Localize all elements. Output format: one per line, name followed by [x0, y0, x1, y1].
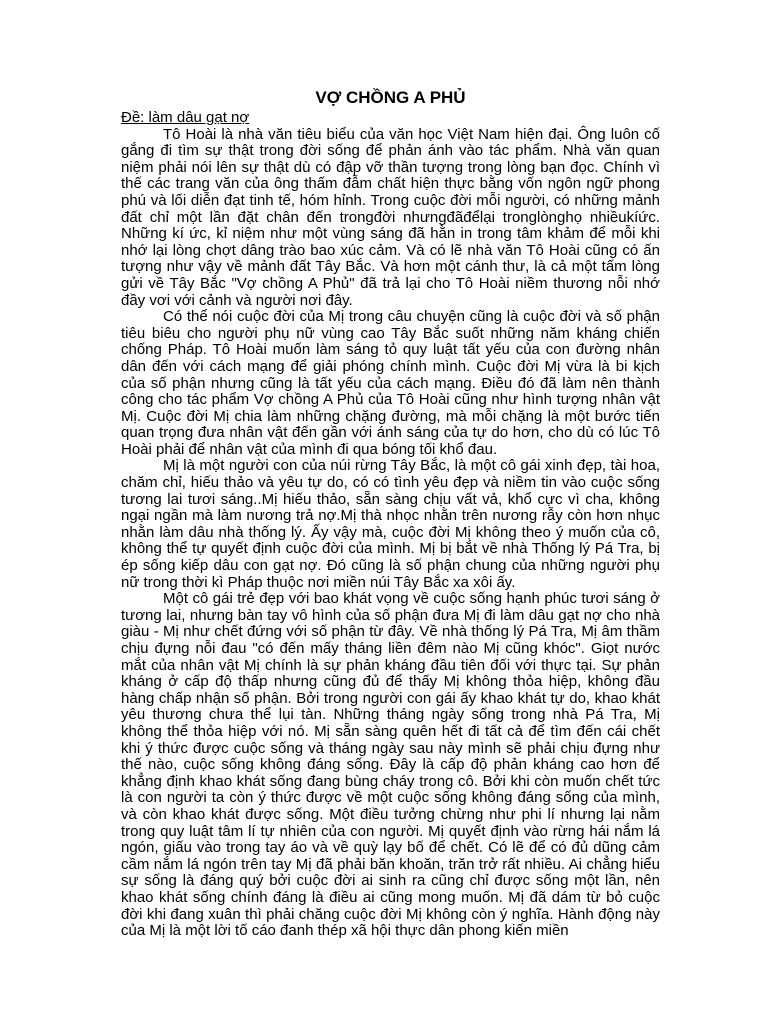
- document-title: VỢ CHỒNG A PHỦ: [315, 88, 466, 107]
- document-subtitle: Đề: làm dâu gạt nợ: [121, 109, 250, 126]
- paragraph-4: Một cô gái trẻ đẹp với bao khát vọng về cuộc sống hạnh phúc tươi sáng ở tương lai, nhưng bàn tay vô hình của số phận đưa Mị đi làm dâu gạt nợ cho nhà giàu - Mị như chết đứng với số phận từ đây. Về nhà thống lý Pá Tra, Mị âm thầm chịu đựng nỗi đau "có đến mấy tháng liền đêm nào Mị cũng khóc". Giọt nước mắt của nhân vật Mị chính là sự phản kháng đầu tiên đối với thực tại. Sự phản kháng ở cấp độ thấp nhưng cũng đủ để thấy Mị không thỏa hiệp, không đầu hàng chấp nhận số phận. Bởi trong người con gái ấy khao khát tự do, khao khát yêu thương chưa thể lụi tàn. Những tháng ngày sống trong nhà Pá Tra, Mị không thể thỏa hiệp với nó. Mị sẵn sàng quên hết đi tất cả để tìm đến cái chết khi ý thức được cuộc sống và tháng ngày sau này mình sẽ phải chịu đựng như thế nào, cuộc sống không đáng sống. Đây là cấp độ phản kháng cao hơn để khẳng định khao khát sống đang bùng cháy trong cô. Bởi khi còn muốn chết tức là con người ta còn ý thức được về một cuộc sống không đáng sống của mình, và còn khao khát được sống. Một điều tưởng chừng như phi lí nhưng lại nằm trong quy luật tâm lí tự nhiên của con người. Mị quyết định vào rừng hái nắm lá ngón, giấu vào trong tay áo và về quỳ lạy bố để chết. Có lẽ để có đủ dũng cảm cầm nắm lá ngón trên tay Mị đã phải băn khoăn, trăn trở rất nhiều. Ai chẳng hiểu sự sống là đáng quý bởi cuộc đời ai sinh ra cũng chỉ được sống một lần, nên khao khát sống chính đáng là điều ai cũng mong muốn. Mị đã dám từ bỏ cuộc đời khi đang xuân thì phải chăng cuộc đời Mị không còn ý nghĩa. Hành động này của Mị là một lời tố cáo đanh thép xã hội thực dân phong kiến miền: [121, 590, 660, 940]
- paragraph-2: Có thể nói cuộc đời của Mị trong câu chuyện cũng là cuộc đời và số phận tiêu biêu cho người phụ nữ vùng cao Tây Bắc suốt những năm kháng chiến chống Pháp. Tô Hoài muốn làm sáng tỏ quy luật tất yếu của con đường nhân dân đến với cách mạng để giải phóng chính mình. Cuộc đời Mị vừa là bi kịch của số phận nhưng cũng là tất yếu của cách mạng. Điều đó đã làm nên thành công cho tác phẩm Vợ chồng A Phủ của Tô Hoài cũng như hình tượng nhân vật Mị. Cuộc đời Mị chia làm những chặng đường, mà mỗi chặng là một bước tiến quan trọng đưa nhân vật đến gần với ánh sáng của tự do hơn, cho dù có lúc Tô Hoài phải để nhân vật của mình đi qua bóng tối khổ đau.: [121, 308, 660, 458]
- paragraph-1: Tô Hoài là nhà văn tiêu biểu của văn học Việt Nam hiện đại. Ông luôn cố gắng đi tìm sự thật trong đời sống để phản ánh vào tác phẩm. Nhà văn quan niệm phải nói lên sự thật dù có đập vỡ thần tượng trong lòng bạn đọc. Chính vì thế các trang văn của ông thấm đẫm chất hiện thực bằng vốn ngôn ngữ phong phú và lối diễn đạt tinh tế, hóm hỉnh. Trong cuộc đời mỗi người, có những mảnh đất chỉ một lần đặt chân đến trongđời nhưngđãđểlại tronglònghọ nhiềukíức. Những kí ức, kỉ niệm như một vùng sáng đã hằn in trong tâm khảm để mỗi khi nhớ lại lòng chợt dâng trào bao xúc cảm. Và có lẽ nhà văn Tô Hoài cũng có ấn tượng như vậy về mảnh đất Tây Bắc. Và hơn một cánh thư, là cả một tấm lòng gửi về Tây Bắc "Vợ chồng A Phủ" đã trả lại cho Tô Hoài niềm thương nỗi nhớ đầy vơi với cảnh và người nơi đây.: [121, 125, 660, 309]
- paragraph-3: Mị là một người con của núi rừng Tây Bắc, là một cô gái xinh đẹp, tài hoa, chăm chỉ, hiếu thảo và yêu tự do, có có tình yêu đẹp và niềm tin vào cuộc sống tương lai tươi sáng..Mị hiếu thảo, sẵn sàng chịu vất vả, khổ cực vì cha, không ngại ngần mà làm nương trả nợ.Mị thà nhọc nhằn trên nương rẫy còn hơn nhục nhằn làm dâu nhà thống lý. Ấy vậy mà, cuộc đời Mị không theo ý muốn của cô, không thể tự quyết định cuộc đời của mình. Mị bị bắt về nhà Thống lý Pá Tra, bị ép sống kiếp dâu con gạt nợ. Đó cũng là số phận chung của những người phụ nữ trong thời kì Pháp thuộc nơi miền núi Tây Bắc xa xôi ấy.: [121, 457, 660, 591]
